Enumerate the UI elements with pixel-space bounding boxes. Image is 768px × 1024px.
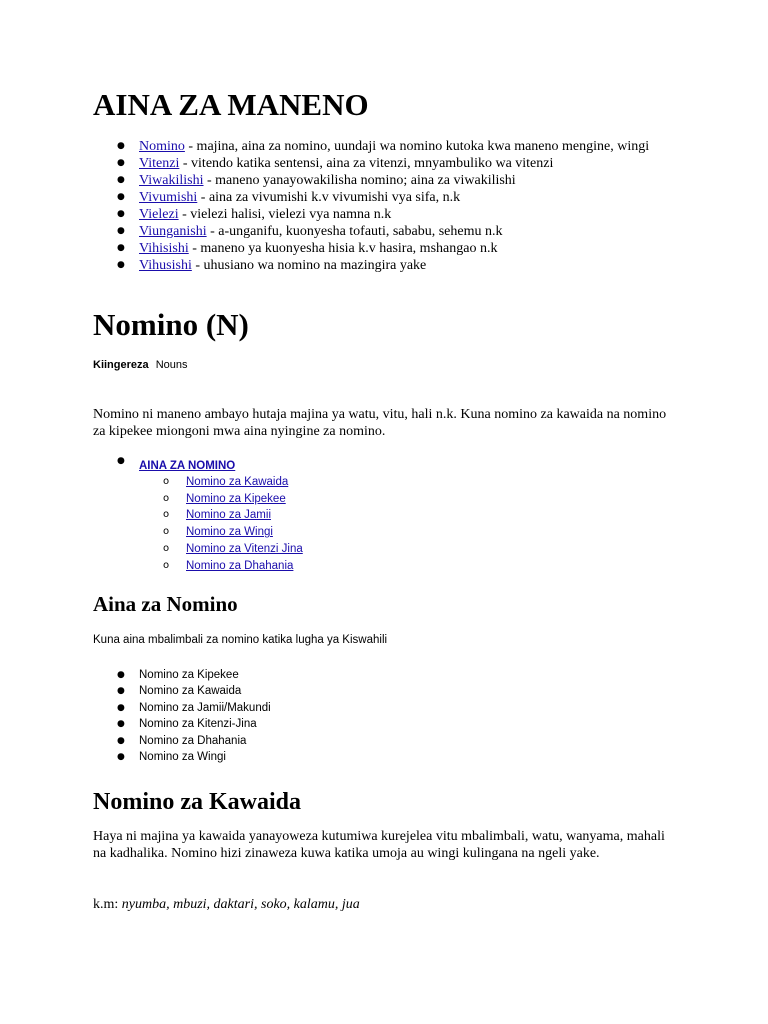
list-item-text: Nomino za Kawaida xyxy=(139,685,242,698)
bullet-icon: ● xyxy=(117,209,125,219)
circle-bullet-icon: o xyxy=(163,526,170,538)
circle-bullet-icon: o xyxy=(163,542,170,554)
nav-link-kipekee[interactable]: Nomino za Kipekee xyxy=(186,492,286,505)
translation-label: Kiingereza xyxy=(93,359,149,371)
section-heading-kawaida: Nomino za Kawaida xyxy=(93,789,302,815)
list-item xyxy=(93,240,678,257)
kawaida-paragraph: Haya ni majina ya kawaida yanayoweza kutumiwa kurejelea vitu mbalimbali, watu, wanyama, mahali na kadhalika. Nomino hizi zinaweza kuwa katika umoja au wingi kulingana na ngeli yake. xyxy=(93,829,665,861)
bullet-icon: ● xyxy=(117,175,125,185)
toc-description: - majina, aina za nomino, uundaji wa nomino kutoka kwa maneno mengine, wingi xyxy=(184,139,650,154)
nomino-nav xyxy=(93,456,303,574)
bullet-icon: ● xyxy=(117,260,125,270)
list-item xyxy=(93,700,271,716)
word-class-list xyxy=(93,138,678,274)
circle-bullet-icon: o xyxy=(163,492,170,504)
example-label: k.m: xyxy=(93,897,122,912)
list-item xyxy=(93,733,271,749)
list-item-text: Nomino za Kitenzi-Jina xyxy=(139,718,257,731)
bullet-icon: ● xyxy=(117,735,125,746)
toc-link-viunganishi[interactable]: Viunganishi xyxy=(139,224,207,239)
list-item xyxy=(93,683,271,699)
toc-link-vielezi[interactable]: Vielezi xyxy=(139,207,179,222)
nav-section-link[interactable]: AINA ZA NOMINO xyxy=(139,460,236,472)
toc-link-viwakilishi[interactable]: Viwakilishi xyxy=(139,173,204,188)
toc-link-vivumishi[interactable]: Vivumishi xyxy=(139,190,198,205)
nav-link-wingi[interactable]: Nomino za Wingi xyxy=(186,526,273,539)
nav-link-dhahania[interactable]: Nomino za Dhahania xyxy=(186,559,294,572)
list-item-text: Nomino za Kipekee xyxy=(139,669,239,681)
nav-sublist xyxy=(139,474,303,574)
list-item-text: Nomino za Wingi xyxy=(139,751,226,764)
toc-link-vitenzi[interactable]: Vitenzi xyxy=(139,156,180,171)
toc-description: - maneno yanayowakilisha nomino; aina za viwakilishi xyxy=(203,173,516,188)
translation-line xyxy=(93,358,188,373)
aina-intro-paragraph: Kuna aina mbalimbali za nomino katika lugha ya Kiswahili xyxy=(93,634,388,646)
aina-list xyxy=(93,667,271,765)
list-item xyxy=(93,138,678,155)
toc-link-vihusishi[interactable]: Vihusishi xyxy=(139,258,192,273)
nav-subitem xyxy=(139,558,303,575)
list-item xyxy=(93,223,678,240)
translation-value: Nouns xyxy=(155,359,188,371)
list-item xyxy=(93,206,678,223)
nav-link-kawaida[interactable]: Nomino za Kawaida xyxy=(186,476,289,488)
bullet-icon: ● xyxy=(117,158,125,168)
bullet-icon: ● xyxy=(117,686,125,697)
section-heading-aina: Aina za Nomino xyxy=(93,592,238,616)
circle-bullet-icon: o xyxy=(163,476,170,487)
circle-bullet-icon: o xyxy=(163,559,170,571)
list-item xyxy=(93,257,678,274)
list-item xyxy=(93,155,678,172)
list-item xyxy=(93,172,678,189)
bullet-icon: ● xyxy=(117,719,125,730)
nav-subitem xyxy=(139,474,303,491)
toc-link-vihisishi[interactable]: Vihisishi xyxy=(139,241,189,256)
circle-bullet-icon: o xyxy=(163,509,170,521)
bullet-icon: ● xyxy=(117,226,125,236)
list-item-text: Nomino za Dhahania xyxy=(139,734,247,747)
example-words: nyumba, mbuzi, daktari, soko, kalamu, jua xyxy=(121,897,360,912)
nav-subitem xyxy=(139,507,303,524)
list-item xyxy=(93,667,271,683)
page-title: AINA ZA MANENO xyxy=(93,87,369,122)
section-heading-nomino: Nomino (N) xyxy=(93,307,249,342)
bullet-icon: ● xyxy=(117,243,125,253)
toc-description: - vitendo katika sentensi, aina za vitenzi, mnyambuliko wa vitenzi xyxy=(179,156,554,171)
toc-description: - vielezi halisi, vielezi vya namna n.k xyxy=(178,207,392,222)
list-item xyxy=(93,749,271,765)
nav-section xyxy=(93,456,303,574)
list-item-text: Nomino za Jamii/Makundi xyxy=(139,701,271,714)
list-item xyxy=(93,716,271,732)
nav-link-jamii[interactable]: Nomino za Jamii xyxy=(186,509,271,522)
nav-subitem xyxy=(139,541,303,558)
bullet-icon: ● xyxy=(117,456,125,466)
toc-description: - a-unganifu, kuonyesha tofauti, sababu, sehemu n.k xyxy=(206,224,503,239)
example-line xyxy=(93,896,673,913)
bullet-icon: ● xyxy=(117,141,125,151)
toc-description: - uhusiano wa nomino na mazingira yake xyxy=(191,258,427,273)
toc-description: - maneno ya kuonyesha hisia k.v hasira, mshangao n.k xyxy=(188,241,498,256)
bullet-icon: ● xyxy=(117,752,125,763)
bullet-icon: ● xyxy=(117,192,125,202)
bullet-icon: ● xyxy=(117,702,125,713)
toc-description: - aina za vivumishi k.v vivumishi vya sifa, n.k xyxy=(197,190,461,205)
nomino-intro-paragraph: Nomino ni maneno ambayo hutaja majina ya watu, vitu, hali n.k. Kuna nomino za kawaida na nomino za kipekee miongoni mwa aina nyingine za nomino. xyxy=(93,407,667,439)
toc-link-nomino[interactable]: Nomino xyxy=(139,139,185,154)
nav-subitem xyxy=(139,491,303,508)
list-item xyxy=(93,189,678,206)
nav-link-vitenzi-jina[interactable]: Nomino za Vitenzi Jina xyxy=(186,542,303,555)
nav-subitem xyxy=(139,524,303,541)
bullet-icon: ● xyxy=(117,670,125,680)
